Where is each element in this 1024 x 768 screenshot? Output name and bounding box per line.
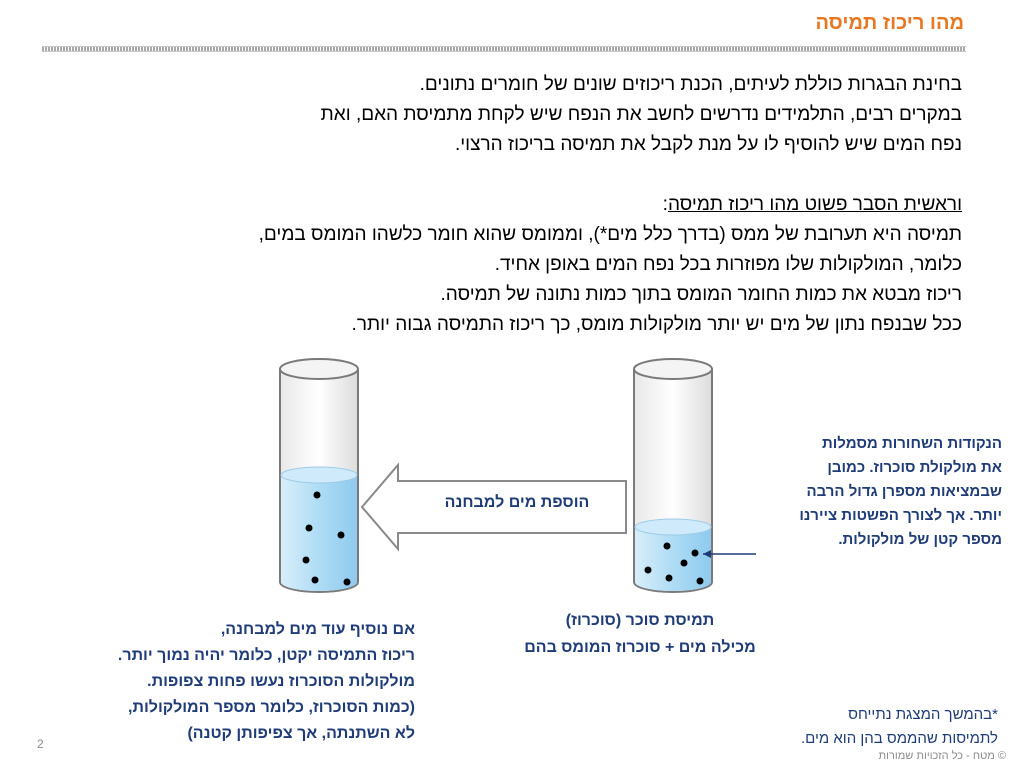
- molecule-dot: [306, 525, 313, 532]
- copyright-notice: © מטח - כל הזכויות שמורות: [878, 750, 1006, 762]
- molecule-dot: [697, 578, 704, 585]
- molecule-dot: [303, 557, 310, 564]
- body-line: נפח המים שיש להוסיף לו על מנת לקבל את תמיסה בריכוז הרצוי.: [454, 134, 962, 155]
- caption-line: תמיסת סוכר (סוכרוז): [565, 612, 715, 629]
- molecule-dot: [338, 532, 345, 539]
- add-water-label: הוספת מים למבחנה: [444, 494, 590, 511]
- body-line: תמיסה היא תערובת של ממס (בדרך כלל מים*), וממומס שהוא חומר כלשהו המומס במים,: [258, 224, 962, 245]
- molecule-dot: [666, 575, 673, 582]
- caption-line: (כמות הסוכרוז, כלומר מספר המולקולות,: [128, 699, 415, 716]
- body-line: ככל שבנפח נתון של מים יש יותר מולקולות מומס, כך ריכוז התמיסה גבוה יותר.: [351, 314, 962, 335]
- body-line: במקרים רבים, התלמידים נדרשים לחשב את הנפח שיש לקחת מתמיסת האם, ואת: [320, 104, 962, 125]
- caption-line: ריכוז התמיסה יקטן, כלומר יהיה נמוך יותר.: [117, 647, 415, 664]
- left-test-tube: [280, 359, 358, 592]
- molecules-note: [740, 432, 1002, 552]
- page-number: 2: [37, 737, 44, 751]
- note-line: שבמציאות מספרן גדול הרבה: [806, 483, 1002, 500]
- footnote: [678, 703, 998, 751]
- sugar-solution-caption: [480, 607, 800, 661]
- molecule-dot: [692, 550, 699, 557]
- caption-line: אם נוסיף עוד מים למבחנה,: [220, 621, 415, 638]
- note-line: יותר. אך לצורך הפשטות ציירנו: [799, 507, 1002, 524]
- caption-line: מולקולות הסוכרוז נעשו פחות צפופות.: [147, 673, 415, 690]
- body-line: ריכוז מבטא את כמות החומר המומס בתוך כמות נתונה של תמיסה.: [440, 284, 962, 305]
- footnote-line: *בהמשך המצגת נתייחס: [848, 706, 998, 723]
- dilution-caption: [20, 617, 415, 747]
- note-line: מספר קטן של מולקולות.: [838, 531, 1002, 548]
- body-line: בחינת הבגרות כוללת לעיתים, הכנת ריכוזים שונים של חומרים נתונים.: [419, 74, 962, 95]
- molecule-dot: [681, 560, 688, 567]
- note-line: את מולקולת סוכרוז. כמובן: [827, 459, 1002, 476]
- body-line: כלומר, המולקולות שלו מפוזרות בכל נפח המים באופן אחיד.: [494, 254, 962, 275]
- molecule-dot: [344, 579, 351, 586]
- molecule-dot: [312, 577, 319, 584]
- molecule-dot: [645, 567, 652, 574]
- heading-underlined: וראשית הסבר פשוט מהו ריכוז תמיסה: [667, 194, 962, 215]
- heading-colon: :: [662, 194, 668, 215]
- molecule-dot: [314, 492, 321, 499]
- slide-title: מהו ריכוז תמיסה: [815, 12, 964, 34]
- right-test-tube: [634, 359, 712, 592]
- molecule-dot: [664, 543, 671, 550]
- note-line: הנקודות השחורות מסמלות: [821, 435, 1002, 452]
- footnote-line: לתמיסות שהממס בהן הוא מים.: [800, 730, 998, 747]
- caption-line: לא השתנתה, אך צפיפותן קטנה): [187, 725, 415, 742]
- caption-line: מכילה מים + סוכרוז המומס בהם: [524, 639, 756, 656]
